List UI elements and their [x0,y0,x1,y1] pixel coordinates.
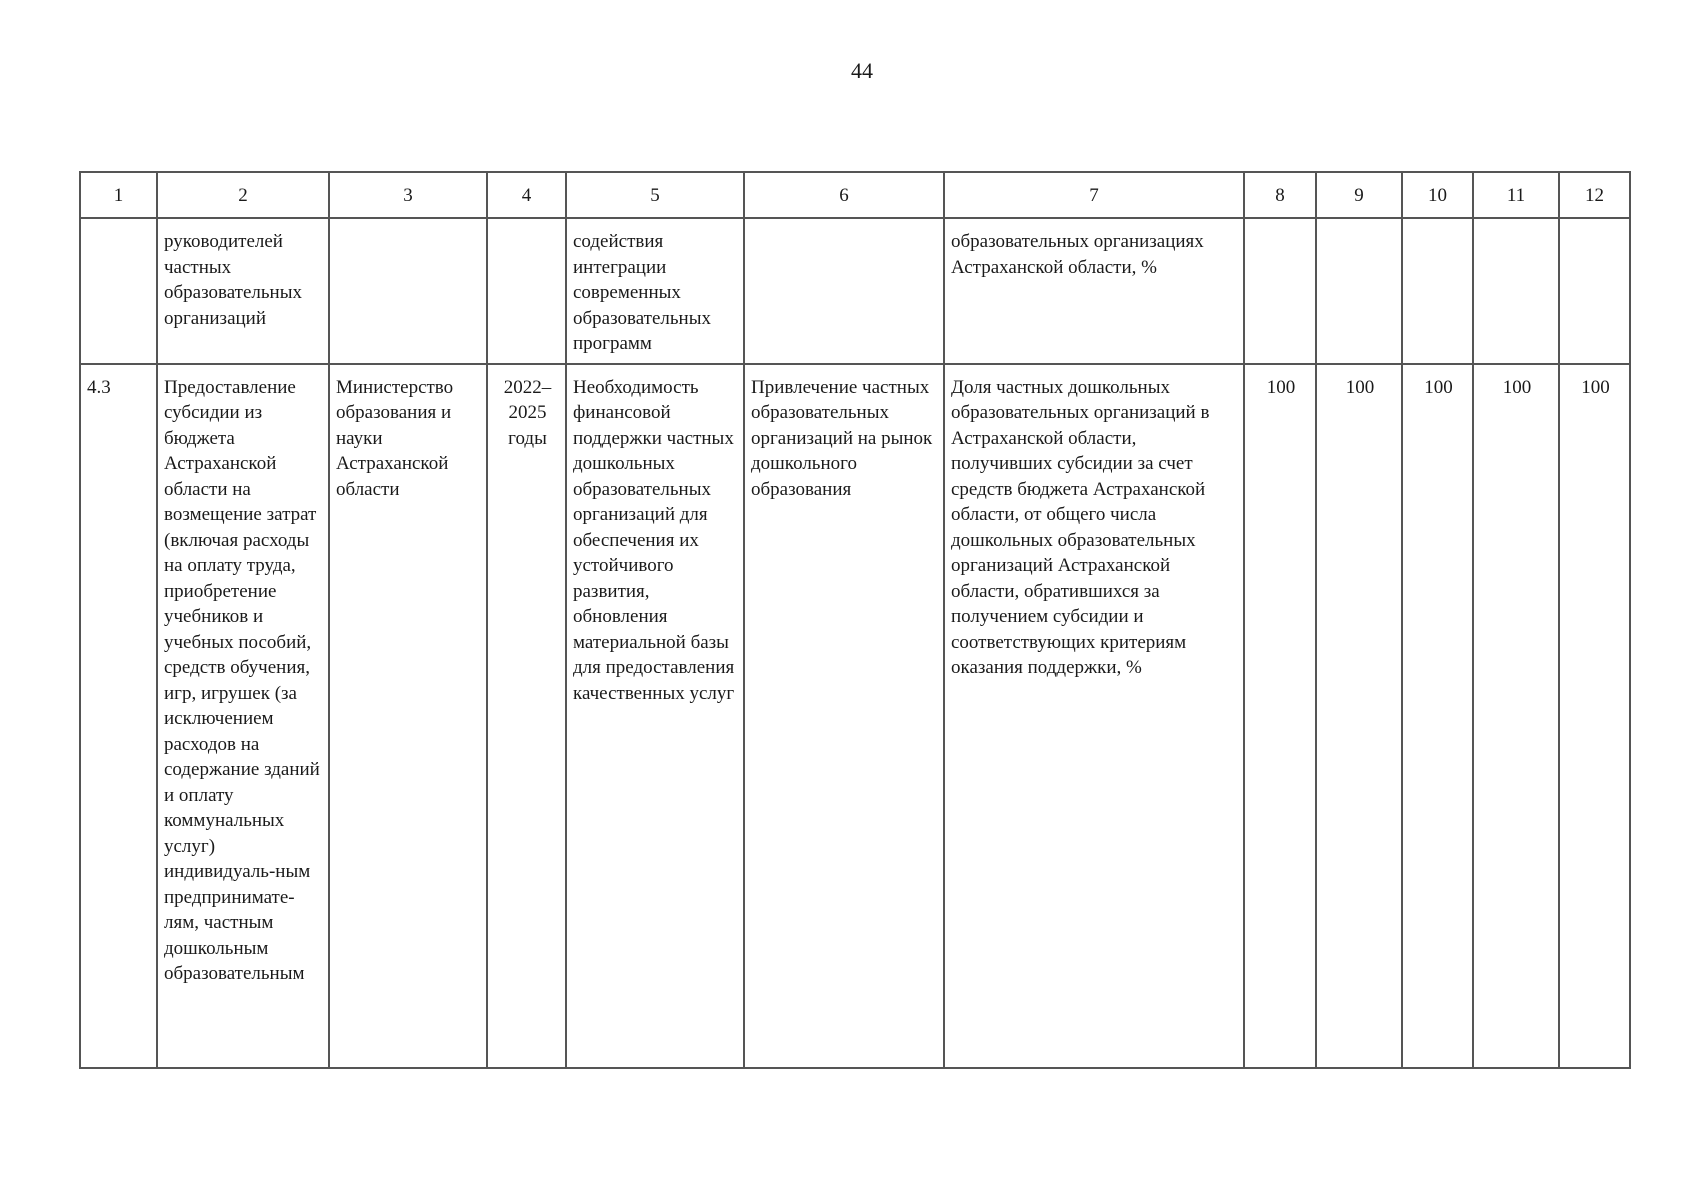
cell-value-10 [1402,218,1473,364]
header-cell-7: 7 [944,172,1244,218]
cell-problem: Необходимость финансовой поддержки частных дошкольных образовательных организаций для обеспечения их устойчивого развития, обновления материальной базы для предоставления качественных услуг [566,364,744,1068]
cell-value-10: 100 [1402,364,1473,1068]
header-row [80,172,1630,218]
cell-result: Привлечение частных образовательных организаций на рынок дошкольного образования [744,364,944,1068]
cell-value-11 [1473,218,1559,364]
cell-indicator: Доля частных дошкольных образовательных организаций в Астраханской области, получивших субсидии за счет средств бюджета Астраханской области, от общего числа дошкольных образовательных организаций Астраханской области, обратившихся за получением субсидии и соответствующих критериям оказания поддержки, % [944,364,1244,1068]
page-number: 44 [851,58,873,83]
header-cell-11: 11 [1473,172,1559,218]
cell-measure: Предоставление субсидии из бюджета Астраханской области на возмещение затрат (включая расходы на оплату труда, приобретение учебников и учебных пособий, средств обучения, игр, игрушек (за исключением расходов на содержание зданий и оплату коммунальных услуг) индивидуаль-ным предпринимате-лям, частным дошкольным образовательным [157,364,329,1068]
program-table [79,171,1631,1069]
cell-result [744,218,944,364]
cell-period: 2022–2025 годы [487,364,566,1068]
header-cell-6: 6 [744,172,944,218]
header-cell-9: 9 [1316,172,1402,218]
header-cell-12: 12 [1559,172,1630,218]
header-cell-5: 5 [566,172,744,218]
cell-value-8 [1244,218,1316,364]
table-row-continued [80,218,1630,364]
header-cell-10: 10 [1402,172,1473,218]
cell-value-8: 100 [1244,364,1316,1068]
header-cell-8: 8 [1244,172,1316,218]
header-cell-1: 1 [80,172,157,218]
cell-number: 4.3 [80,364,157,1068]
cell-measure: руководителей частных образовательных организаций [157,218,329,364]
cell-period [487,218,566,364]
header-cell-4: 4 [487,172,566,218]
cell-value-12: 100 [1559,364,1630,1068]
cell-responsible [329,218,487,364]
cell-value-12 [1559,218,1630,364]
cell-indicator: образовательных организациях Астраханской области, % [944,218,1244,364]
table-row-4-3 [80,364,1630,1068]
cell-value-11: 100 [1473,364,1559,1068]
cell-number [80,218,157,364]
header-cell-3: 3 [329,172,487,218]
cell-problem: содействия интеграции современных образовательных программ [566,218,744,364]
header-cell-2: 2 [157,172,329,218]
cell-value-9: 100 [1316,364,1402,1068]
cell-value-9 [1316,218,1402,364]
cell-responsible: Министерство образования и науки Астраханской области [329,364,487,1068]
